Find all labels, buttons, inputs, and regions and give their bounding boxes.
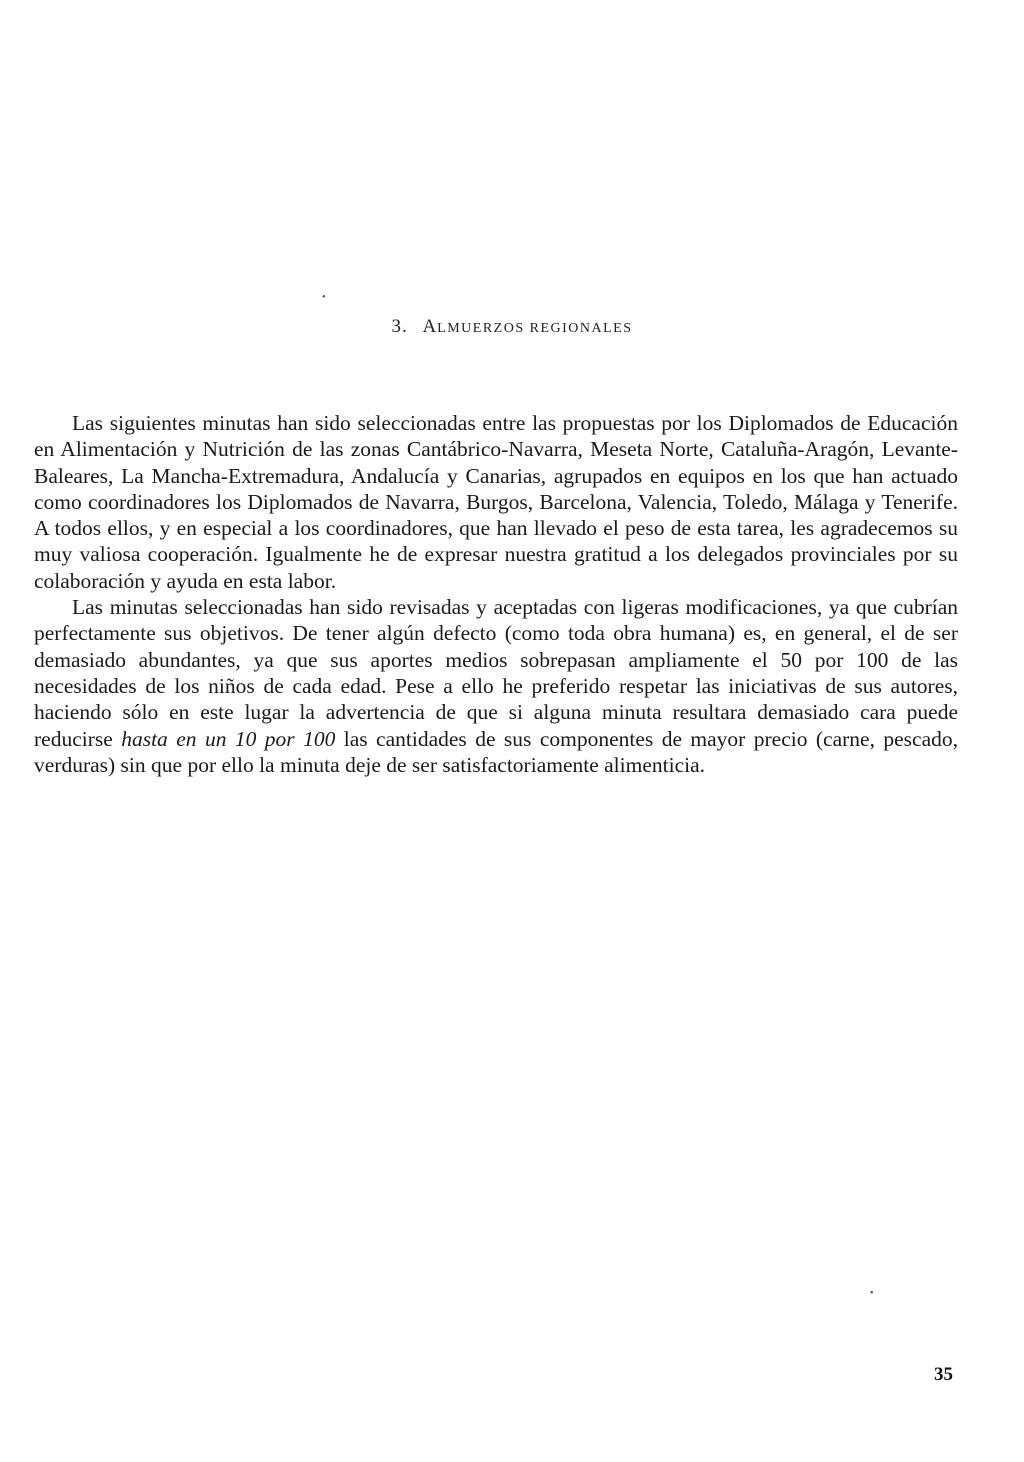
paragraph-1: Las siguientes minutas han sido seleccionadas entre las propuestas por los Diplomados de Educación en Alimentación y Nutrición de las zonas Cantábrico-Navarra, Meseta Norte, Cataluña-Aragón, Levante-Baleares, La Mancha-Extremadura, Andalucía y Canarias, agrupados en equipos en los que han actuado como coordinadores los Diplomados de Navarra, Burgos, Barcelona, Valencia, Toledo, Málaga y Tenerife. A todos ellos, y en especial a los coordinadores, que han llevado el peso de esta tarea, les agradecemos su muy valiosa cooperación. Igualmente he de expresar nuestra gratitud a los delegados provinciales por su colaboración y ayuda en esta labor. bbox=[34, 411, 958, 593]
paragraph-2-text-end: las cantidades de sus componentes de mayor precio (carne, pescado, verduras) sin que por ello la minuta deje de ser satisfactoriamente alimenticia. bbox=[34, 726, 959, 777]
section-number: 3. bbox=[391, 316, 408, 337]
paragraph-2-italic: hasta en un 10 por 100 bbox=[121, 726, 336, 751]
section-title-initial: A bbox=[422, 316, 438, 337]
body-text bbox=[34, 410, 958, 778]
paragraph-2-text-start: Las minutas seleccionadas han sido revisadas y aceptadas con ligeras modificaciones, ya que cubrían perfectamente sus objetivos. De tener algún defecto (como toda obra humana) es, en general, el de ser demasiado abundantes, ya que sus aportes medios sobrepasan ampliamente el 50 por 100 de las necesidades de los niños de cada edad. Pese a ello he preferido respetar las iniciativas de sus autores, haciendo sólo en este lugar la advertencia de que si alguna minuta resultara demasiado cara puede reducirse bbox=[34, 595, 958, 751]
print-speck: • bbox=[870, 1288, 874, 1299]
page-number: 35 bbox=[934, 1364, 953, 1385]
print-speck: • bbox=[322, 292, 326, 303]
paragraph-2 bbox=[34, 594, 958, 778]
section-title-rest: LMUERZOS REGIONALES bbox=[437, 321, 633, 336]
section-heading bbox=[0, 316, 1024, 338]
